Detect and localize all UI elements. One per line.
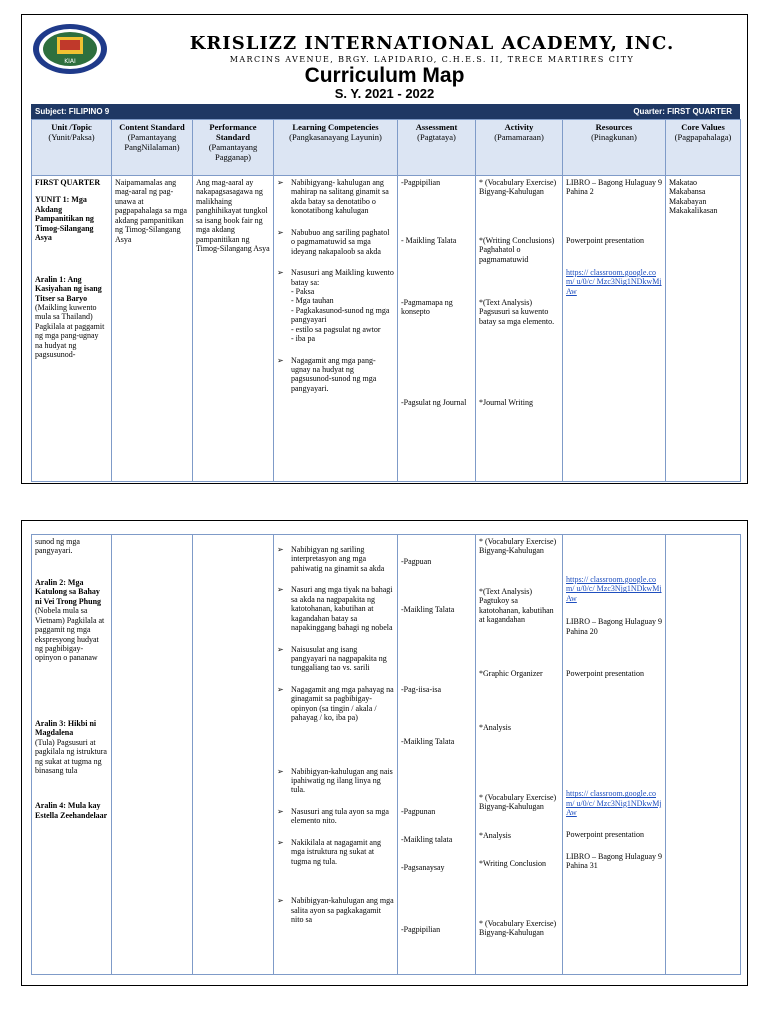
unit-cell: sunod ng mga pangyayari. Aralin 2: Mga Katulong sa Bahay ni Vei Trong Phung (Nobela mula sa Vietnam) Pagkilala at paggamit ng mga ekspresyong hudyat ng pagbibigay-opinyon o pananaw Aralin 3: Hikbi ni Magdalena (Tula) Pagsusuri at pagkilala ng istruktura ng sukat at tugma ng binasang tula Aralin 4: Mula kay Estella Zeehandelaar [32,535,112,975]
classroom-link[interactable]: https:// classroom.google.com/ u/0/c/ Mzc3Nig1NDkwMjAw [566,268,662,296]
activity-cell: * (Vocabulary Exercise) Bigyang-Kahulugan *(Text Analysis) Pagtukoy sa katotohanan, kabutihan at kagandahan *Graphic Organizer *Analysis * (Vocabulary Exercise) Bigyang-Kahulugan *Analysis *Writing Conclusion * (Vocabulary Exercise) Bigyang-Kahulugan [476,535,563,975]
resources-cell: https:// classroom.google.com/ u/0/c/ Mzc3Njg1NDkwMjAw LIBRO – Bagong Hulaguay 9 Pahina 20 Powerpoint presentation https:// classroom.google.com/ u/0/c/ Mzc3Nig1NDkwMjAw Powerpoint presentation LIBRO – Bagong Hulaguay 9 Pahina 31 [563,535,666,975]
col-header-activity: Activity (Pamamaraan) [476,120,563,176]
school-year: S. Y. 2021 - 2022 [334,86,435,101]
col-header-assessment: Assessment (Pagtataya) [398,120,476,176]
core-values-cell: Makatao Makabansa Makabayan Makakalikasan [666,176,741,482]
resources-cell: LIBRO – Bagong Hulaguay 9 Pahina 2 Powerpoint presentation https:// classroom.google.com/ u/0/c/ Mzc3Nig1NDkwMjAw [563,176,666,482]
competency-item: ➢ Nasusuri ang tula ayon sa mga elemento nito. [277,807,394,826]
curriculum-page-1 [21,14,748,484]
content-standard-cell: Naipamamalas ang mag-aaral ng pag-unawa at pagpapahalaga sa mga akdang pampanitikan ng Timog-Silangang Asya [112,176,193,482]
performance-standard-cell: Ang mag-aaral ay nakapagsasagawa ng malikhaing panghihikayat tungkol sa isang book fair ng mga akdang pampanitikan ng Timog-Silangang Asya [193,176,274,482]
document-title: Curriculum Map [304,64,465,87]
col-header-unit: Unit /Topic (Yunit/Paksa) [32,120,112,176]
core-values-cell [666,535,741,975]
content-standard-cell [112,535,193,975]
school-name: KRISLIZZ INTERNATIONAL ACADEMY, INC. [189,33,675,54]
competency-item: ➢ Nakikilala at nagagamit ang mga istruktura ng sukat at tugma ng tula. [277,838,394,866]
competencies-cell [274,535,398,975]
quarter-label: Quarter: FIRST QUARTER [633,107,732,116]
competency-item: ➢ Nabibigyan-kahulugan ang mga salita ayon sa pagkakagamit nito sa [277,896,394,924]
competency-item: ➢ Nabibigyan-kahulugan ang nais ipahiwatig ng ilang linya ng tula. [277,767,394,795]
competency-item: ➢ Nagagamit ang mga pahayag na ginagamit sa pagbibigay-opinyon (sa tingin / akala / pahayag / ko, iba pa) [277,685,394,723]
school-address: MARCINS AVENUE, BRGY. LAPIDARIO, C.H.E.S. II, TRECE MARTIRES CITY [229,55,635,64]
assessment-cell: -Pagpipilian - Maikling Talata -Pagmamapa ng konsepto -Pagsulat ng Journal [398,176,476,482]
col-header-content-standard: Content Standard (Pamantayang PangNilalaman) [112,120,193,176]
unit-cell: FIRST QUARTER YUNIT 1: Mga Akdang Pampanitikan ng Timog-Silangang Asya Aralin 1: Ang Kasiyahan ng isang Titser sa Baryo (Maikling kuwento mula sa Thailand) Pagkilala at paggamit ng mga pang-ugnay na hudyat ng pagsusunod- [32,176,112,482]
competencies-cell [274,176,398,482]
curriculum-table-continued [31,534,741,975]
competency-item: ➢ Nagagamit ang mga pang-ugnay na hudyat ng pagsusunod-sunod ng mga pangyayari. [277,356,394,394]
col-header-competencies: Learning Competencies (Pangkasanayang Layunin) [274,120,398,176]
subject-label: Subject: FILIPINO 9 [35,107,110,116]
competency-item: ➢ Nabibigyan ng sariling interpretasyon ang mga pahiwatig na ginamit sa akda [277,545,394,573]
col-header-resources: Resources (Pinagkunan) [563,120,666,176]
table-row [32,176,741,482]
competency-item: ➢ Nabibigyang- kahulugan ang mahirap na salitang ginamit sa akda batay sa denotatibo o konotatibong kahulugan [277,178,394,216]
classroom-link[interactable]: https:// classroom.google.com/ u/0/c/ Mzc3Njg1NDkwMjAw [566,575,662,603]
competency-item: ➢ Nabubuo ang sariling paghatol o pagmamatuwid sa mga ideyang nakapaloob sa akda [277,228,394,256]
subject-bar [31,104,740,119]
competency-item: ➢ Nasusuri ang Maikling kuwento batay sa: - Paksa - Mga tauhan - Pagkakasunod-sunod ng mga pangyayari - estilo sa pagsulat ng awtor - iba pa [277,268,394,344]
activity-cell: * (Vocabulary Exercise) Bigyang-Kahulugan *(Writing Conclusions) Paghahatol o pagmamatuwid *(Text Analysis) Pagsusuri sa kuwento batay sa mga elemento. *Journal Writing [476,176,563,482]
performance-standard-cell [193,535,274,975]
svg-text:KIAI: KIAI [64,58,76,65]
col-header-core-values: Core Values (Pagpapahalaga) [666,120,741,176]
col-header-performance-standard: Performance Standard (Pamantayang Pagganap) [193,120,274,176]
competency-item: ➢ Naisusulat ang isang pangyayari na nagpapakita ng tunggaliang tao vs. sarili [277,645,394,673]
page-header [22,15,747,103]
table-row [32,535,741,975]
curriculum-page-2 [21,520,748,986]
classroom-link[interactable]: https:// classroom.google.com/ u/0/c/ Mzc3Nig1NDkwMjAw [566,789,662,818]
competency-item: ➢ Nasuri ang mga tiyak na bahagi sa akda na nagpapakita ng katotohanan, kabutihan at kagandahan batay sa napakinggang bahagi ng nobela [277,585,394,632]
table-header-row [32,120,741,176]
assessment-cell: -Pagpuan -Maikling Talata -Pag-iisa-isa -Maikling Talata -Pagpunan -Maikling talata -Pagsanaysay -Pagpipilian [398,535,476,975]
curriculum-table [31,119,741,482]
